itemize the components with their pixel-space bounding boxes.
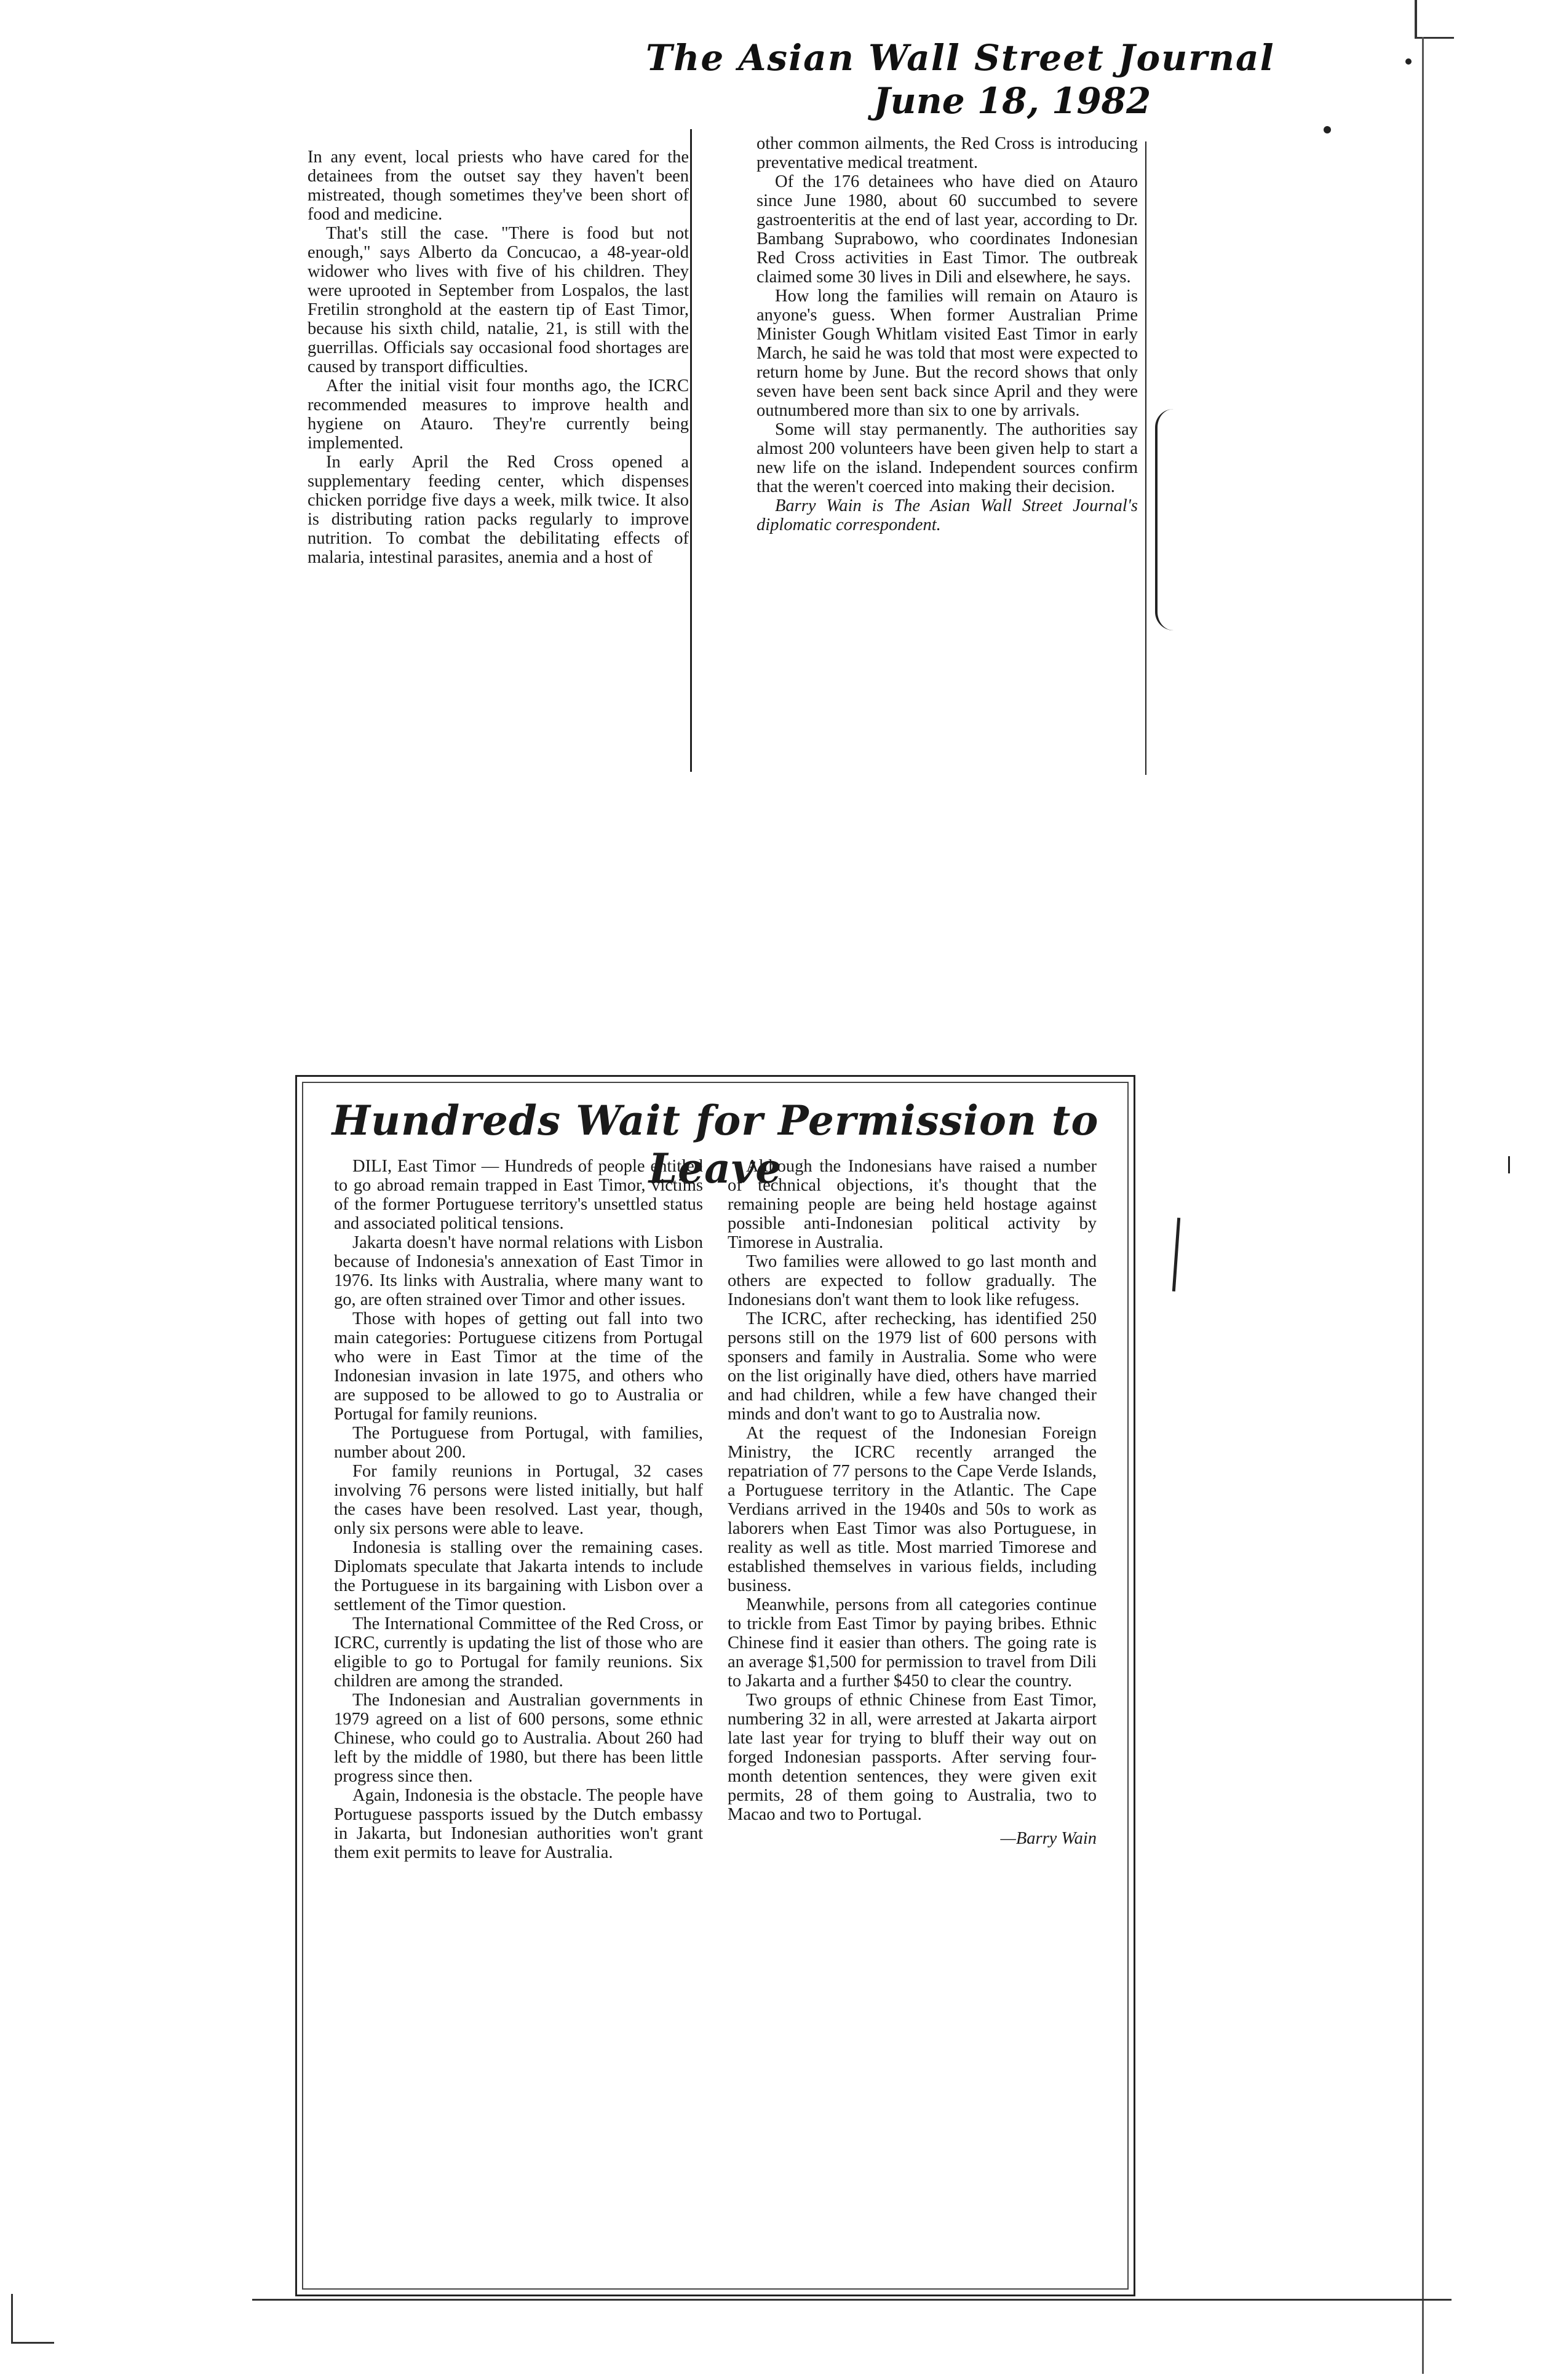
handwritten-title: The Asian Wall Street Journal <box>646 37 1275 79</box>
paragraph: The Portuguese from Portugal, with families, number about 200. <box>334 1424 703 1462</box>
corner-crop-mark <box>11 2342 54 2344</box>
paragraph: Two families were allowed to go last month and others are expected to follow gradually. The Indonesians don't want them to look like refugess. <box>728 1252 1097 1309</box>
paragraph: DILI, East Timor — Hundreds of people entitled to go abroad remain trapped in East Timor, victims of the former Portuguese territory's unsettled status and associated political tensions. <box>334 1157 703 1233</box>
paragraph: In early April the Red Cross opened a supplementary feeding center, which dispenses chicken porridge five days a week, milk twice. It also is distributing ration packs regularly to improve nutrition. To combat the debilitating effects of malaria, intestinal parasites, anemia and a host of <box>308 453 689 567</box>
top-article-left-column <box>308 148 689 769</box>
paragraph: Those with hopes of getting out fall into two main categories: Portuguese citizens from Portugal who were in East Timor at the time of the Indonesian invasion in late 1975, and others who are supposed to be allowed to go to Australia or Portugal for family reunions. <box>334 1309 703 1424</box>
paragraph: In any event, local priests who have cared for the detainees from the outset say they haven't been mistreated, though sometimes they've been short of food and medicine. <box>308 148 689 224</box>
handwritten-margin-mark <box>1172 1218 1180 1291</box>
paragraph: Meanwhile, persons from all categories continue to trickle from East Timor by paying bribes. Ethnic Chinese find it easier than others. The going rate is an average $1,500 for permission to travel from Dili to Jakarta and a further $450 to clear the country. <box>728 1595 1097 1691</box>
corner-crop-mark <box>11 2294 13 2343</box>
top-right-corner-mark <box>1415 0 1454 39</box>
ink-dot <box>1324 126 1331 133</box>
column-divider-rule <box>1145 141 1146 775</box>
paragraph: Indonesia is stalling over the remaining cases. Diplomats speculate that Jakarta intends to include the Portuguese in its bargaining with Lisbon over a settlement of the Timor question. <box>334 1538 703 1614</box>
paragraph: The International Committee of the Red Cross, or ICRC, currently is updating the list of those who are eligible to go to Portugal for family reunions. Six children are among the stranded. <box>334 1614 703 1691</box>
paragraph: Again, Indonesia is the obstacle. The people have Portuguese passports issued by the Dutch embassy in Jakarta, but Indonesian authorities won't grant them exit permits to leave for Australia. <box>334 1786 703 1862</box>
paragraph: Two groups of ethnic Chinese from East Timor, numbering 32 in all, were arrested at Jakarta airport late last year for trying to bluff their way out on forged Indonesian passports. After serving four-month detention sentences, they were given exit permits, 28 of them going to Australia, two to Macao and two to Portugal. <box>728 1691 1097 1824</box>
paragraph: At the request of the Indonesian Foreign Ministry, the ICRC recently arranged the repatriation of 77 persons to the Cape Verde Islands, a Portuguese territory in the Atlantic. The Cape Verdians arrived in the 1940s and 50s to work as laborers when East Timor was also Portuguese, in reality as well as title. Most married Timorese and established themselves in various fields, including business. <box>728 1424 1097 1595</box>
paragraph: other common ailments, the Red Cross is introducing preventative medical treatment. <box>757 134 1138 172</box>
paragraph: The Indonesian and Australian governments in 1979 agreed on a list of 600 persons, some ethnic Chinese, who could go to Australia. About 260 had left by the middle of 1980, but there has been little progress since then. <box>334 1691 703 1786</box>
paragraph: After the initial visit four months ago, the ICRC recommended measures to improve health and hygiene on Atauro. They're currently being implemented. <box>308 376 689 453</box>
paragraph: Some will stay permanently. The authorities say almost 200 volunteers have been given help to start a new life on the island. Independent sources confirm that the weren't coerced into making their decision. <box>757 420 1138 496</box>
ink-dot <box>1405 58 1412 65</box>
article-headline: Hundreds Wait for Permission to Leave <box>332 1097 1099 1192</box>
paragraph: For family reunions in Portugal, 32 cases involving 76 persons were listed initially, but half the cases have been resolved. Last year, though, only six persons were able to leave. <box>334 1462 703 1538</box>
paragraph: Although the Indonesians have raised a number of technical objections, it's thought that the remaining people are being held hostage against possible anti-Indonesian political activity by Timorese in Australia. <box>728 1157 1097 1252</box>
column-divider-rule <box>690 129 692 772</box>
boxed-article-left-column <box>334 1157 703 2258</box>
boxed-article <box>295 1075 1135 2296</box>
paragraph: Jakarta doesn't have normal relations with Lisbon because of Indonesia's annexation of East Timor in 1976. Its links with Australia, where many want to go, are often strained over Timor and other issues. <box>334 1233 703 1309</box>
bottom-rule <box>252 2299 1452 2301</box>
author-credit: Barry Wain is The Asian Wall Street Journal's diplomatic correspondent. <box>757 496 1138 534</box>
paragraph: The ICRC, after rechecking, has identified 250 persons still on the 1979 list of 600 persons with sponsers and family in Australia. Some who were on the list originally have died, others have married and had children, while a few have changed their minds and don't want to go to Australia now. <box>728 1309 1097 1424</box>
top-article-right-column <box>757 134 1138 774</box>
page-edge-rule <box>1422 37 1424 2374</box>
margin-tick-mark <box>1508 1156 1510 1173</box>
article-byline: —Barry Wain <box>1000 1829 1097 1848</box>
paragraph: How long the families will remain on Atauro is anyone's guess. When former Australian Prime Minister Gough Whitlam visited East Timor in early March, he said he was told that most were expected to return home by June. But the record shows that only seven have been sent back since April and they were outnumbered more than six to one by arrivals. <box>757 287 1138 420</box>
handwritten-date: June 18, 1982 <box>873 80 1151 122</box>
handwritten-margin-bracket <box>1155 409 1176 630</box>
boxed-article-right-column <box>728 1157 1097 2258</box>
paragraph: That's still the case. "There is food but not enough," says Alberto da Concucao, a 48-year-old widower who lives with five of his children. They were uprooted in September from Lospalos, the last Fretilin stronghold at the eastern tip of East Timor, because his sixth child, natalie, 21, is still with the guerrillas. Officials say occasional food shortages are caused by transport difficulties. <box>308 224 689 376</box>
paragraph: Of the 176 detainees who have died on Atauro since June 1980, about 60 succumbed to severe gastroenteritis at the end of last year, according to Dr. Bambang Suprabowo, who coordinates Indonesian Red Cross activities in East Timor. The outbreak claimed some 30 lives in Dili and elsewhere, he says. <box>757 172 1138 287</box>
